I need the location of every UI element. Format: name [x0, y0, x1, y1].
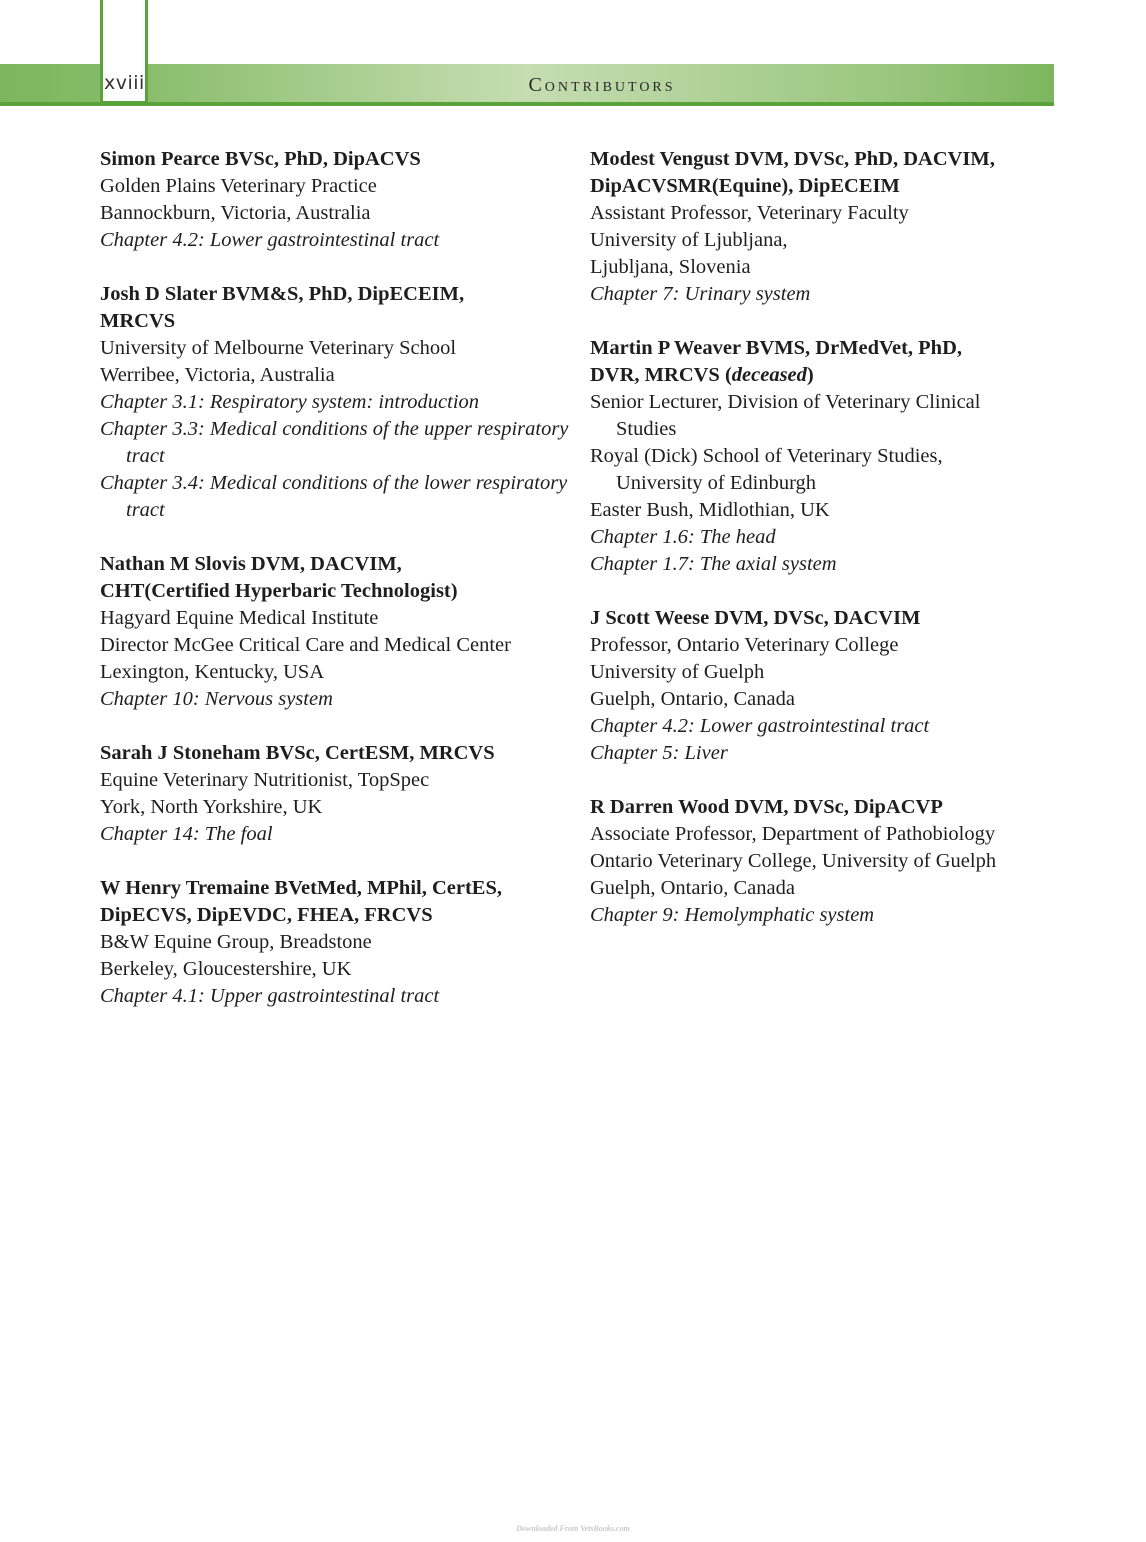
- contributor-entry: [100, 281, 570, 524]
- affiliation-line: University of Guelph: [590, 661, 765, 683]
- affiliation-line: Golden Plains Veterinary Practice: [100, 175, 377, 197]
- chapter-reference: Chapter 14: The foal: [100, 823, 273, 845]
- affiliation-line: Easter Bush, Midlothian, UK: [590, 499, 830, 521]
- affiliation-line: Associate Professor, Department of Pathobiology: [590, 823, 996, 845]
- contributor-entry: [590, 335, 1050, 578]
- affiliation-line: Studies: [616, 418, 677, 440]
- affiliation-line: Ljubljana, Slovenia: [590, 256, 751, 278]
- chapter-reference: Chapter 10: Nervous system: [100, 688, 333, 710]
- affiliation-line: Bannockburn, Victoria, Australia: [100, 202, 371, 224]
- contributor-entry: [100, 551, 570, 713]
- chapter-reference: tract: [126, 445, 165, 467]
- chapter-reference: Chapter 1.6: The head: [590, 526, 776, 548]
- affiliation-line: Ontario Veterinary College, University of Guelph: [590, 850, 997, 872]
- contributor-name-part: DVR, MRCVS (: [590, 364, 732, 386]
- contributor-entry: [590, 146, 1050, 308]
- chapter-reference: Chapter 9: Hemolymphatic system: [590, 904, 875, 926]
- chapter-reference: Chapter 1.7: The axial system: [590, 553, 837, 575]
- affiliation-line: University of Edinburgh: [616, 472, 817, 494]
- contributor-entry: [100, 875, 570, 1010]
- affiliation-line: Werribee, Victoria, Australia: [100, 364, 335, 386]
- chapter-reference: Chapter 7: Urinary system: [590, 283, 811, 305]
- chapter-reference: Chapter 3.1: Respiratory system: introduction: [100, 391, 480, 413]
- contributor-name: Martin P Weaver BVMS, DrMedVet, PhD,: [590, 337, 962, 359]
- contributor-name: Nathan M Slovis DVM, DACVIM,: [100, 553, 402, 575]
- watermark-text: Downloaded From VetsBooks.com: [516, 1524, 630, 1533]
- contributor-entry: [590, 605, 1050, 767]
- right-column: [590, 146, 1050, 956]
- affiliation-line: Assistant Professor, Veterinary Faculty: [590, 202, 909, 224]
- affiliation-line: B&W Equine Group, Breadstone: [100, 931, 372, 953]
- contributor-name: Simon Pearce BVSc, PhD, DipACVS: [100, 148, 421, 170]
- affiliation-line: University of Ljubljana,: [590, 229, 788, 251]
- affiliation-line: Equine Veterinary Nutritionist, TopSpec: [100, 769, 430, 791]
- contributor-entry: [590, 794, 1050, 929]
- contributor-name: MRCVS: [100, 310, 176, 332]
- chapter-reference: Chapter 4.1: Upper gastrointestinal tract: [100, 985, 440, 1007]
- affiliation-line: Hagyard Equine Medical Institute: [100, 607, 379, 629]
- deceased-note: deceased: [731, 364, 807, 386]
- contributor-name: DipACVSMR(Equine), DipECEIM: [590, 175, 900, 197]
- contributor-name: Josh D Slater BVM&S, PhD, DipECEIM,: [100, 283, 465, 305]
- affiliation-line: Berkeley, Gloucestershire, UK: [100, 958, 352, 980]
- running-head-title: Contributors: [528, 74, 676, 96]
- affiliation-line: Guelph, Ontario, Canada: [590, 877, 795, 899]
- closing-paren: ): [806, 364, 814, 386]
- contributor-entry: [100, 146, 570, 254]
- contributor-entry: [100, 740, 570, 848]
- chapter-reference: Chapter 4.2: Lower gastrointestinal tract: [100, 229, 440, 251]
- chapter-reference: Chapter 5: Liver: [590, 742, 728, 764]
- affiliation-line: Lexington, Kentucky, USA: [100, 661, 325, 683]
- contributor-name: R Darren Wood DVM, DVSc, DipACVP: [590, 796, 943, 818]
- chapter-reference: Chapter 4.2: Lower gastrointestinal tract: [590, 715, 930, 737]
- chapter-reference: tract: [126, 499, 165, 521]
- contributor-name: DipECVS, DipEVDC, FHEA, FRCVS: [100, 904, 433, 926]
- contributor-name: Sarah J Stoneham BVSc, CertESM, MRCVS: [100, 742, 495, 764]
- affiliation-line: University of Melbourne Veterinary School: [100, 337, 457, 359]
- contributor-name: CHT(Certified Hyperbaric Technologist): [100, 580, 458, 602]
- affiliation-line: Senior Lecturer, Division of Veterinary Clinical: [590, 391, 981, 413]
- affiliation-line: York, North Yorkshire, UK: [100, 796, 323, 818]
- contributor-name: W Henry Tremaine BVetMed, MPhil, CertES,: [100, 877, 502, 899]
- chapter-reference: Chapter 3.4: Medical conditions of the lower respiratory: [100, 472, 568, 494]
- left-column: [100, 146, 570, 1037]
- contributor-name: [590, 362, 1050, 389]
- contributor-name: J Scott Weese DVM, DVSc, DACVIM: [590, 607, 921, 629]
- affiliation-line: Royal (Dick) School of Veterinary Studies,: [590, 445, 943, 467]
- affiliation-line: Guelph, Ontario, Canada: [590, 688, 795, 710]
- affiliation-line: Director McGee Critical Care and Medical Center: [100, 634, 511, 656]
- affiliation-line: Professor, Ontario Veterinary College: [590, 634, 899, 656]
- contributor-name: Modest Vengust DVM, DVSc, PhD, DACVIM,: [590, 148, 995, 170]
- page-number: xviii: [104, 72, 145, 94]
- chapter-reference: Chapter 3.3: Medical conditions of the upper respiratory: [100, 418, 569, 440]
